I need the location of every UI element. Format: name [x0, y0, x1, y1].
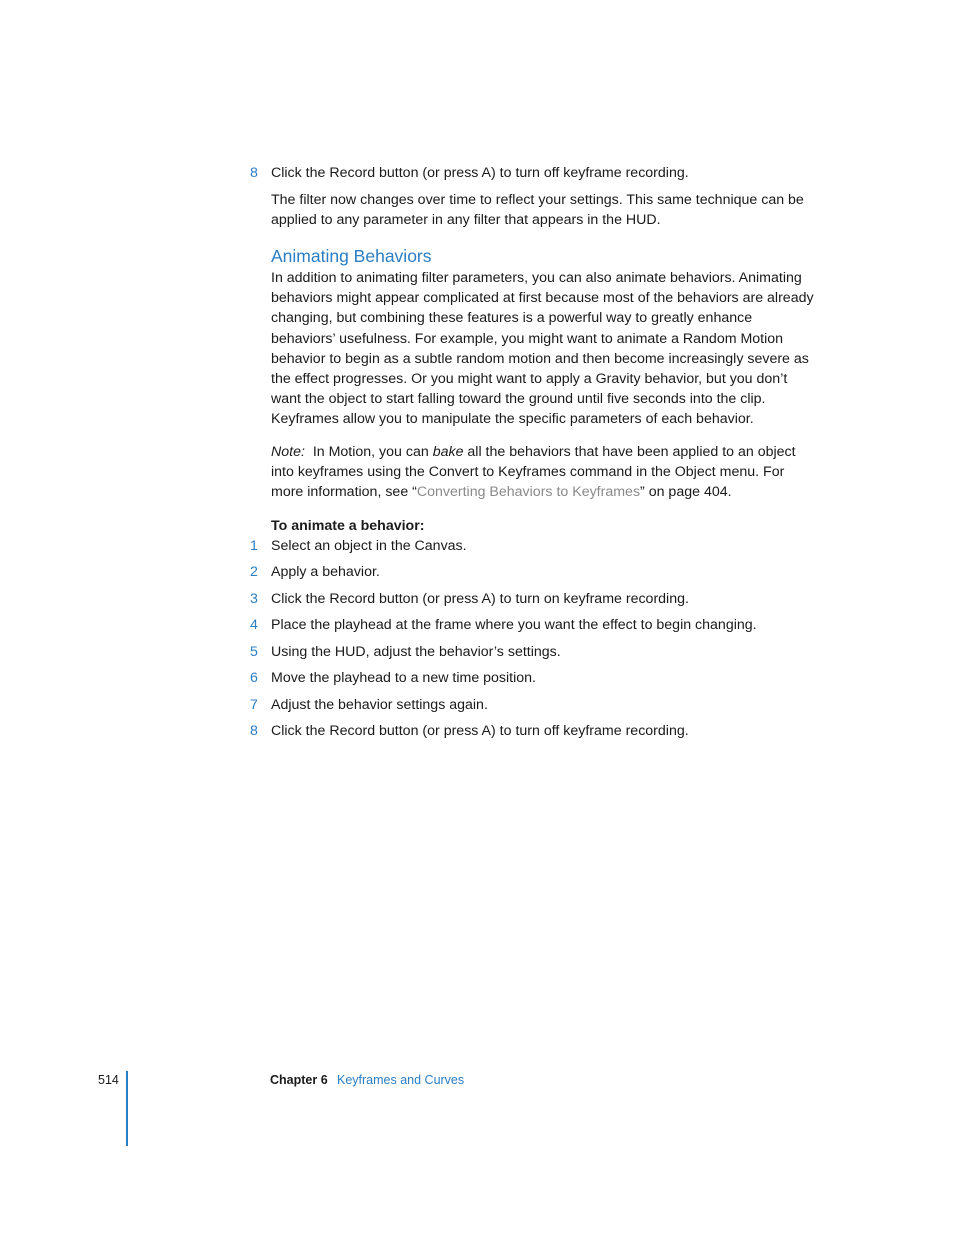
body-line: In addition to animating filter parameters, you can also animate behaviors. Animating — [271, 270, 802, 286]
step-number: 4 — [250, 617, 258, 633]
step-number: 6 — [250, 670, 258, 686]
cross-reference-link[interactable]: Converting Behaviors to Keyframes — [416, 484, 641, 501]
page-number: 514 — [98, 1073, 119, 1087]
note-italic-term: bake — [432, 444, 464, 460]
body-line: the effect progresses. Or you might want to apply a Gravity behavior, but you don’t — [271, 371, 788, 388]
step-number: 8 — [250, 723, 258, 739]
procedure-title: To animate a behavior: — [271, 518, 425, 534]
chapter-title-link[interactable]: Keyframes and Curves — [337, 1073, 465, 1087]
body-line: want the object to start falling toward the ground until five seconds into the clip. — [271, 391, 766, 408]
step-number: 1 — [250, 538, 258, 554]
body-line: behavior to begin as a subtle random motion and then become increasingly severe as — [271, 350, 809, 367]
intro-line: The filter now changes over time to reflect your settings. This same technique can be — [271, 192, 804, 208]
section-body — [271, 268, 827, 430]
step-text: Apply a behavior. — [271, 564, 380, 580]
step-number: 3 — [250, 591, 258, 607]
step-text: Click the Record button (or press A) to turn off keyframe recording. — [271, 165, 689, 181]
note-text: ” on page 404. — [640, 484, 732, 501]
intro-paragraph — [271, 190, 827, 230]
step-number: 5 — [250, 644, 258, 660]
body-line: behaviors’ usefulness. For example, you might want to animate a Random Motion — [271, 330, 784, 347]
body-line: changing, but combining these features is a powerful way to greatly enhance — [271, 310, 753, 327]
step-text: Place the playhead at the frame where you want the effect to begin changing. — [271, 617, 757, 633]
body-line: behaviors might appear complicated at first because most of the behaviors are already — [271, 290, 814, 307]
note-line — [271, 482, 827, 502]
step-text: Select an object in the Canvas. — [271, 538, 467, 554]
step-number: 7 — [250, 697, 258, 713]
note-paragraph — [271, 442, 827, 503]
footer-divider — [126, 1071, 128, 1146]
note-text: more information, see “ — [271, 484, 417, 501]
step-text: Click the Record button (or press A) to turn off keyframe recording. — [271, 723, 689, 739]
note-label: Note: — [271, 444, 305, 460]
note-text: In Motion, you can — [312, 444, 429, 460]
body-line: Keyframes allow you to manipulate the specific parameters of each behavior. — [271, 411, 754, 428]
step-text: Adjust the behavior settings again. — [271, 697, 488, 713]
chapter-label: Chapter 6 — [270, 1073, 328, 1087]
intro-line: applied to any parameter in any filter that appears in the HUD. — [271, 212, 661, 229]
step-text: Using the HUD, adjust the behavior’s settings. — [271, 644, 561, 660]
section-heading: Animating Behaviors — [271, 246, 432, 266]
note-text: all the behaviors that have been applied to an object — [467, 444, 796, 460]
note-line: into keyframes using the Convert to Keyframes command in the Object menu. For — [271, 464, 785, 481]
step-text: Move the playhead to a new time position. — [271, 670, 536, 686]
step-number: 2 — [250, 564, 258, 580]
note-line — [271, 442, 827, 462]
step-number: 8 — [250, 165, 258, 181]
step-text: Click the Record button (or press A) to turn on keyframe recording. — [271, 591, 689, 607]
